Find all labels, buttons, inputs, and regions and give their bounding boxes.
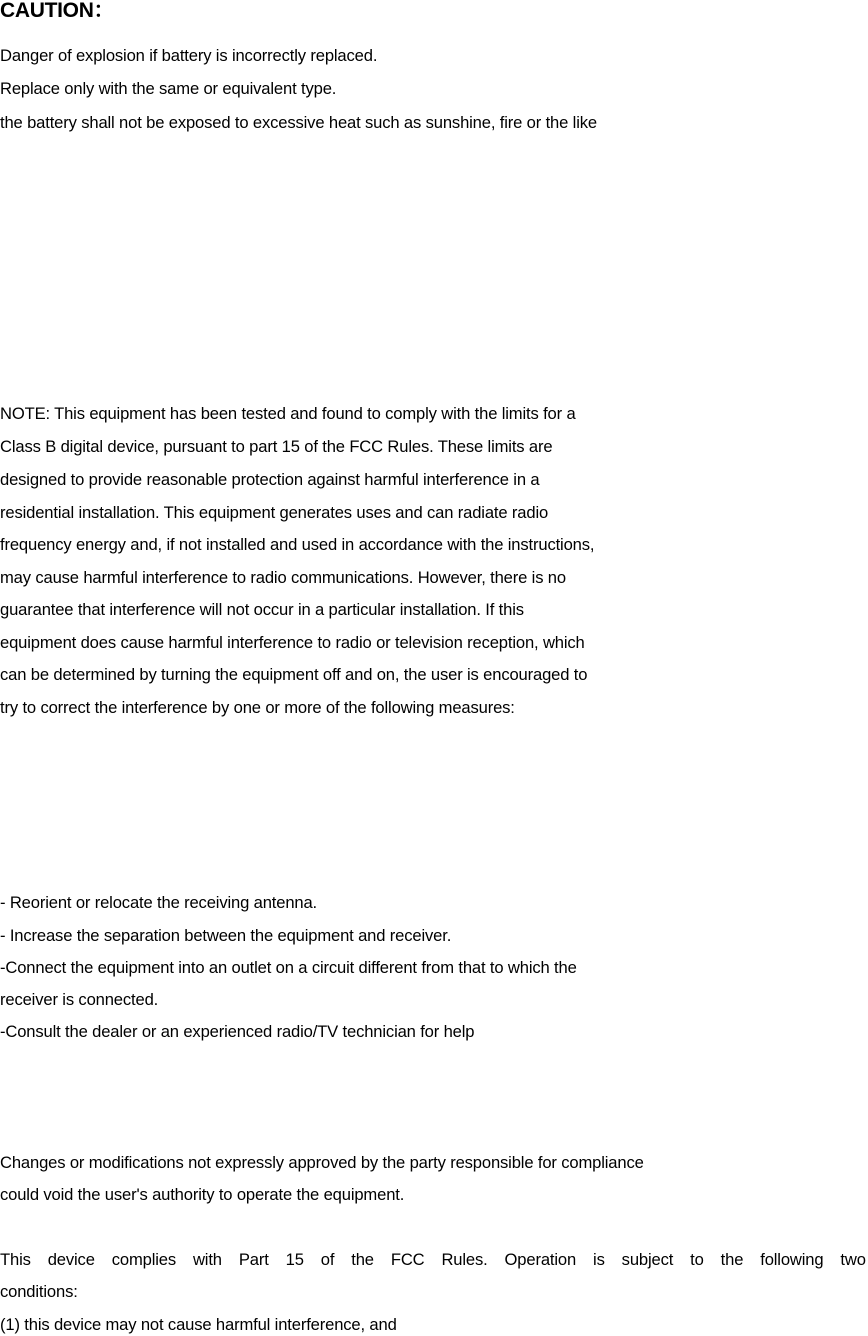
compliance-word: complies [111, 1250, 177, 1269]
note-line: may cause harmful interference to radio communications. However, there is no [0, 568, 566, 587]
note-line: can be determined by turning the equipment off and on, the user is encouraged to [0, 665, 588, 684]
compliance-word: Part [238, 1250, 269, 1269]
compliance-word: This [0, 1250, 31, 1269]
compliance-word: subject [621, 1250, 674, 1269]
compliance-word: the [351, 1250, 374, 1269]
caution-line: Replace only with the same or equivalent type. [0, 79, 337, 98]
measure-item: -Connect the equipment into an outlet on a circuit different from that to which the [0, 958, 577, 977]
compliance-line-justified [0, 1250, 866, 1270]
note-line: guarantee that interference will not occur in a particular installation. If this [0, 600, 524, 619]
note-line: Class B digital device, pursuant to part 15 of the FCC Rules. These limits are [0, 437, 553, 456]
measure-item: - Increase the separation between the equipment and receiver. [0, 926, 452, 945]
caution-line: Danger of explosion if battery is incorrectly replaced. [0, 46, 378, 65]
measure-item: -Consult the dealer or an experienced radio/TV technician for help [0, 1022, 475, 1041]
note-line: frequency energy and, if not installed and used in accordance with the instructions, [0, 535, 595, 554]
compliance-word: following [760, 1250, 824, 1269]
note-line: residential installation. This equipment generates uses and can radiate radio [0, 503, 549, 522]
note-line: designed to provide reasonable protection against harmful interference in a [0, 470, 540, 489]
note-line: NOTE: This equipment has been tested and found to comply with the limits for a [0, 404, 576, 423]
compliance-word: is [593, 1250, 605, 1269]
compliance-line: conditions: [0, 1282, 78, 1301]
caution-heading: CAUTION： [0, 0, 115, 22]
compliance-word: two [840, 1250, 866, 1269]
compliance-word: FCC [390, 1250, 425, 1269]
changes-line: Changes or modifications not expressly approved by the party responsible for compliance [0, 1153, 644, 1172]
note-line: try to correct the interference by one or more of the following measures: [0, 698, 515, 717]
compliance-word: device [47, 1250, 95, 1269]
compliance-word: with [192, 1250, 222, 1269]
compliance-word: 15 [285, 1250, 304, 1269]
note-line: equipment does cause harmful interference to radio or television reception, which [0, 633, 585, 652]
compliance-word: Rules. [441, 1250, 488, 1269]
caution-line: the battery shall not be exposed to excessive heat such as sunshine, fire or the like [0, 113, 597, 132]
measure-item: receiver is connected. [0, 990, 159, 1009]
compliance-word: Operation [504, 1250, 577, 1269]
compliance-word: of [320, 1250, 335, 1269]
compliance-word: to [690, 1250, 704, 1269]
changes-line: could void the user's authority to operate the equipment. [0, 1185, 405, 1204]
measure-item: - Reorient or relocate the receiving antenna. [0, 893, 318, 912]
compliance-word: the [720, 1250, 744, 1269]
compliance-line: (1) this device may not cause harmful interference, and [0, 1315, 397, 1334]
